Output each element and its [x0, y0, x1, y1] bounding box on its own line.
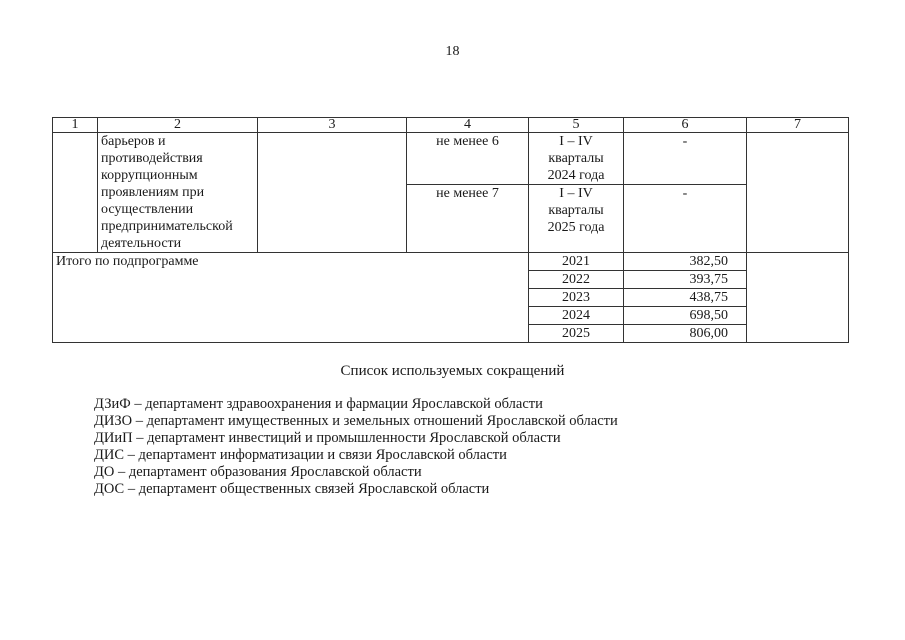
period-line: 2024 года [547, 168, 605, 183]
total-year: 2021 [529, 253, 624, 271]
measure-cell [98, 133, 258, 253]
total-amount: 698,50 [624, 307, 747, 325]
measure-line: барьеров и [101, 134, 166, 149]
abbreviations-list [94, 396, 618, 498]
executor-cell [258, 133, 407, 253]
header-cell: 6 [624, 118, 747, 133]
measures-table [52, 117, 849, 343]
total-row [53, 253, 849, 271]
header-cell: 7 [747, 118, 849, 133]
total-amount: 382,50 [624, 253, 747, 271]
table-row [53, 133, 849, 185]
total-year: 2024 [529, 307, 624, 325]
abbreviation-item: ДИиП – департамент инвестиций и промышленности Ярославской области [94, 430, 561, 446]
header-cell: 2 [98, 118, 258, 133]
indicator-cell: не менее 7 [407, 185, 529, 253]
header-cell: 5 [529, 118, 624, 133]
header-cell: 4 [407, 118, 529, 133]
period-line: I – IV [559, 134, 593, 149]
abbreviation-item: ДЗиФ – департамент здравоохранения и фармации Ярославской области [94, 396, 543, 412]
period-line: кварталы [548, 151, 604, 166]
note-cell [747, 133, 849, 253]
abbreviation-item: ДИЗО – департамент имущественных и земельных отношений Ярославской области [94, 413, 618, 429]
page-number: 18 [445, 44, 460, 59]
indicator-cell: не менее 6 [407, 133, 529, 185]
header-cell: 1 [53, 118, 98, 133]
period-cell [529, 185, 624, 253]
measure-line: предпринимательской [101, 219, 233, 234]
total-year: 2023 [529, 289, 624, 307]
total-year: 2025 [529, 325, 624, 343]
measure-line: противодействия [101, 151, 203, 166]
measure-line: осуществлении [101, 202, 194, 217]
measure-line: деятельности [101, 236, 182, 251]
period-line: кварталы [548, 203, 604, 218]
abbreviations-title: Список используемых сокращений [340, 363, 565, 379]
total-label: Итого по подпрограмме [53, 253, 529, 343]
amount-cell: - [624, 133, 747, 185]
measure-line: коррупционным [101, 168, 198, 183]
total-amount: 393,75 [624, 271, 747, 289]
header-cell: 3 [258, 118, 407, 133]
period-cell [529, 133, 624, 185]
period-line: 2025 года [547, 220, 605, 235]
measure-line: проявлениям при [101, 185, 205, 200]
total-note-cell [747, 253, 849, 343]
number-cell [53, 133, 98, 253]
table-header-row [53, 118, 849, 133]
amount-cell: - [624, 185, 747, 253]
abbreviation-item: ДО – департамент образования Ярославской области [94, 464, 422, 480]
total-year: 2022 [529, 271, 624, 289]
total-amount: 438,75 [624, 289, 747, 307]
total-amount: 806,00 [624, 325, 747, 343]
abbreviation-item: ДОС – департамент общественных связей Ярославской области [94, 481, 490, 497]
period-line: I – IV [559, 186, 593, 201]
abbreviation-item: ДИС – департамент информатизации и связи Ярославской области [94, 447, 507, 463]
